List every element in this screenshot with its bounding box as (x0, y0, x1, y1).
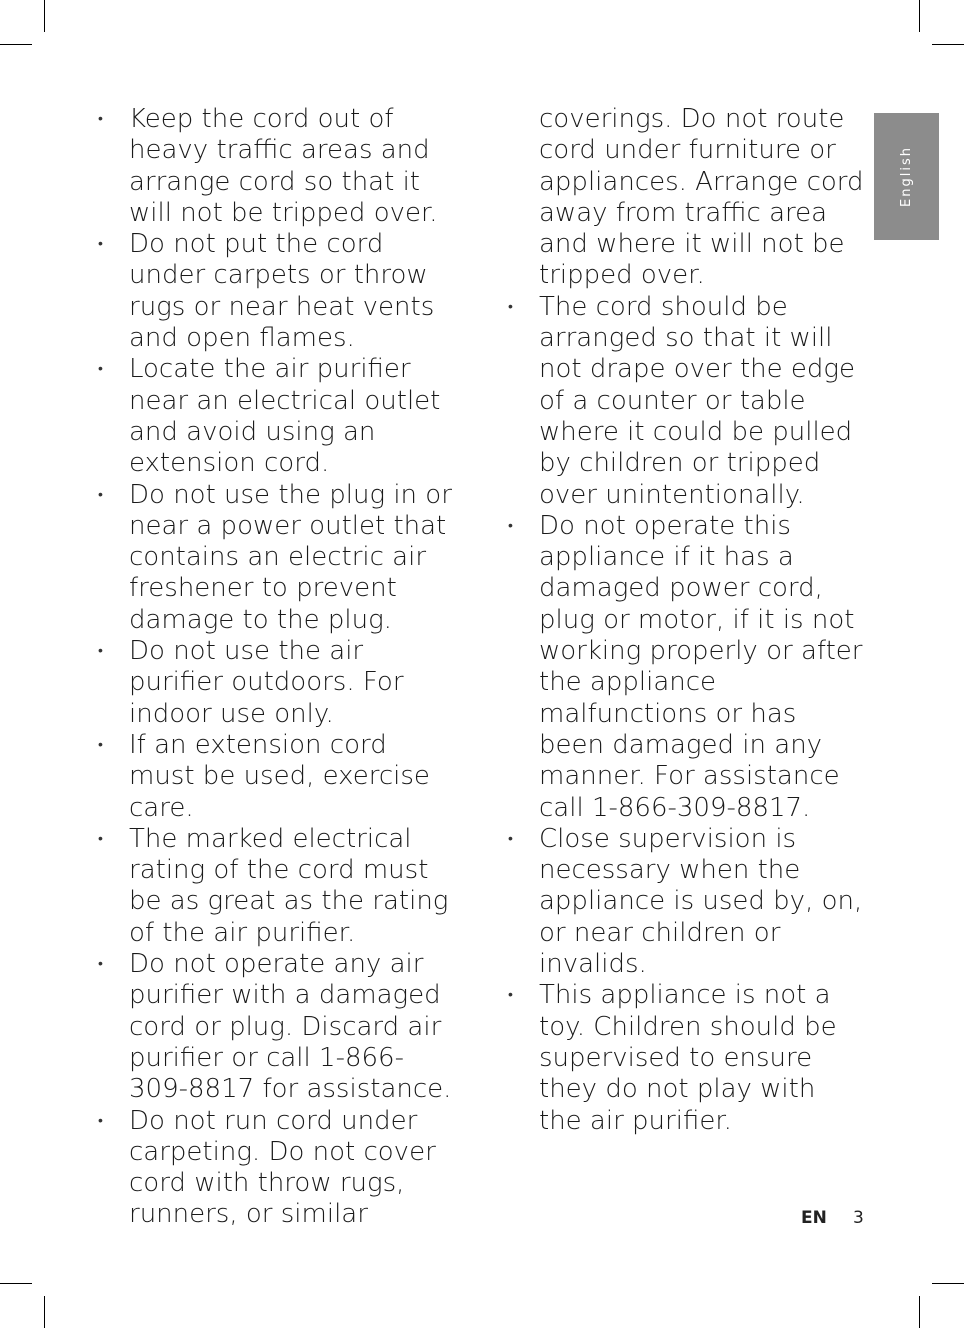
list-item: • Do not use the plug in or near a power outlet that contains an electric air freshener to prevent damage to the plug. (98, 480, 460, 636)
list-item: • The cord should be arranged so that it will not drape over the edge of a counter or table where it could be pulled by children or tripped over unintentionally. (508, 292, 864, 511)
crop-mark (0, 1283, 32, 1284)
list-item: • This appliance is not a toy. Children should be supervised to ensure they do not play with the air purifier. (508, 980, 864, 1136)
list-item: • Do not operate any air purifier with a damaged cord or plug. Discard air purifier or call 1-866-309-8817 for assistance. (98, 949, 460, 1105)
crop-mark (44, 0, 45, 32)
footer-language: EN (801, 1208, 827, 1228)
list-item: • The marked electrical rating of the cord must be as great as the rating of the air purifier. (98, 824, 460, 949)
list-item: • Do not use the air purifier outdoors. For indoor use only. (98, 636, 460, 730)
crop-mark (932, 44, 964, 45)
language-tab (874, 113, 939, 240)
list-item: • Locate the air purifier near an electrical outlet and avoid using an extension cord. (98, 354, 460, 479)
crop-mark (919, 1296, 920, 1328)
list-item: • Do not operate this appliance if it has a damaged power cord, plug or motor, if it is not working properly or after the appliance malfunctions or has been damaged in any manner. For assistance call 1-866-309-8817. (508, 511, 864, 824)
list-item-continuation: coverings. Do not route cord under furniture or appliances. Arrange cord away from traffic area and where it will not be tripped over. (539, 104, 864, 291)
page-number: 3 (853, 1208, 864, 1228)
crop-mark (932, 1283, 964, 1284)
list-item: • If an extension cord must be used, exercise care. (98, 730, 460, 824)
list-item: • Close supervision is necessary when the appliance is used by, on, or near children or invalids. (508, 824, 864, 980)
list-item: • Keep the cord out of heavy traffic areas and arrange cord so that it will not be tripped over. (98, 104, 460, 229)
right-column (508, 104, 864, 1137)
list-item: • Do not put the cord under carpets or throw rugs or near heat vents and open flames. (98, 229, 460, 354)
left-column (98, 104, 460, 1231)
language-tab-label: English (898, 146, 914, 207)
crop-mark (44, 1296, 45, 1328)
list-item: • Do not run cord under carpeting. Do not cover cord with throw rugs, runners, or similar (98, 1106, 460, 1231)
crop-mark (0, 44, 32, 45)
crop-mark (919, 0, 920, 32)
